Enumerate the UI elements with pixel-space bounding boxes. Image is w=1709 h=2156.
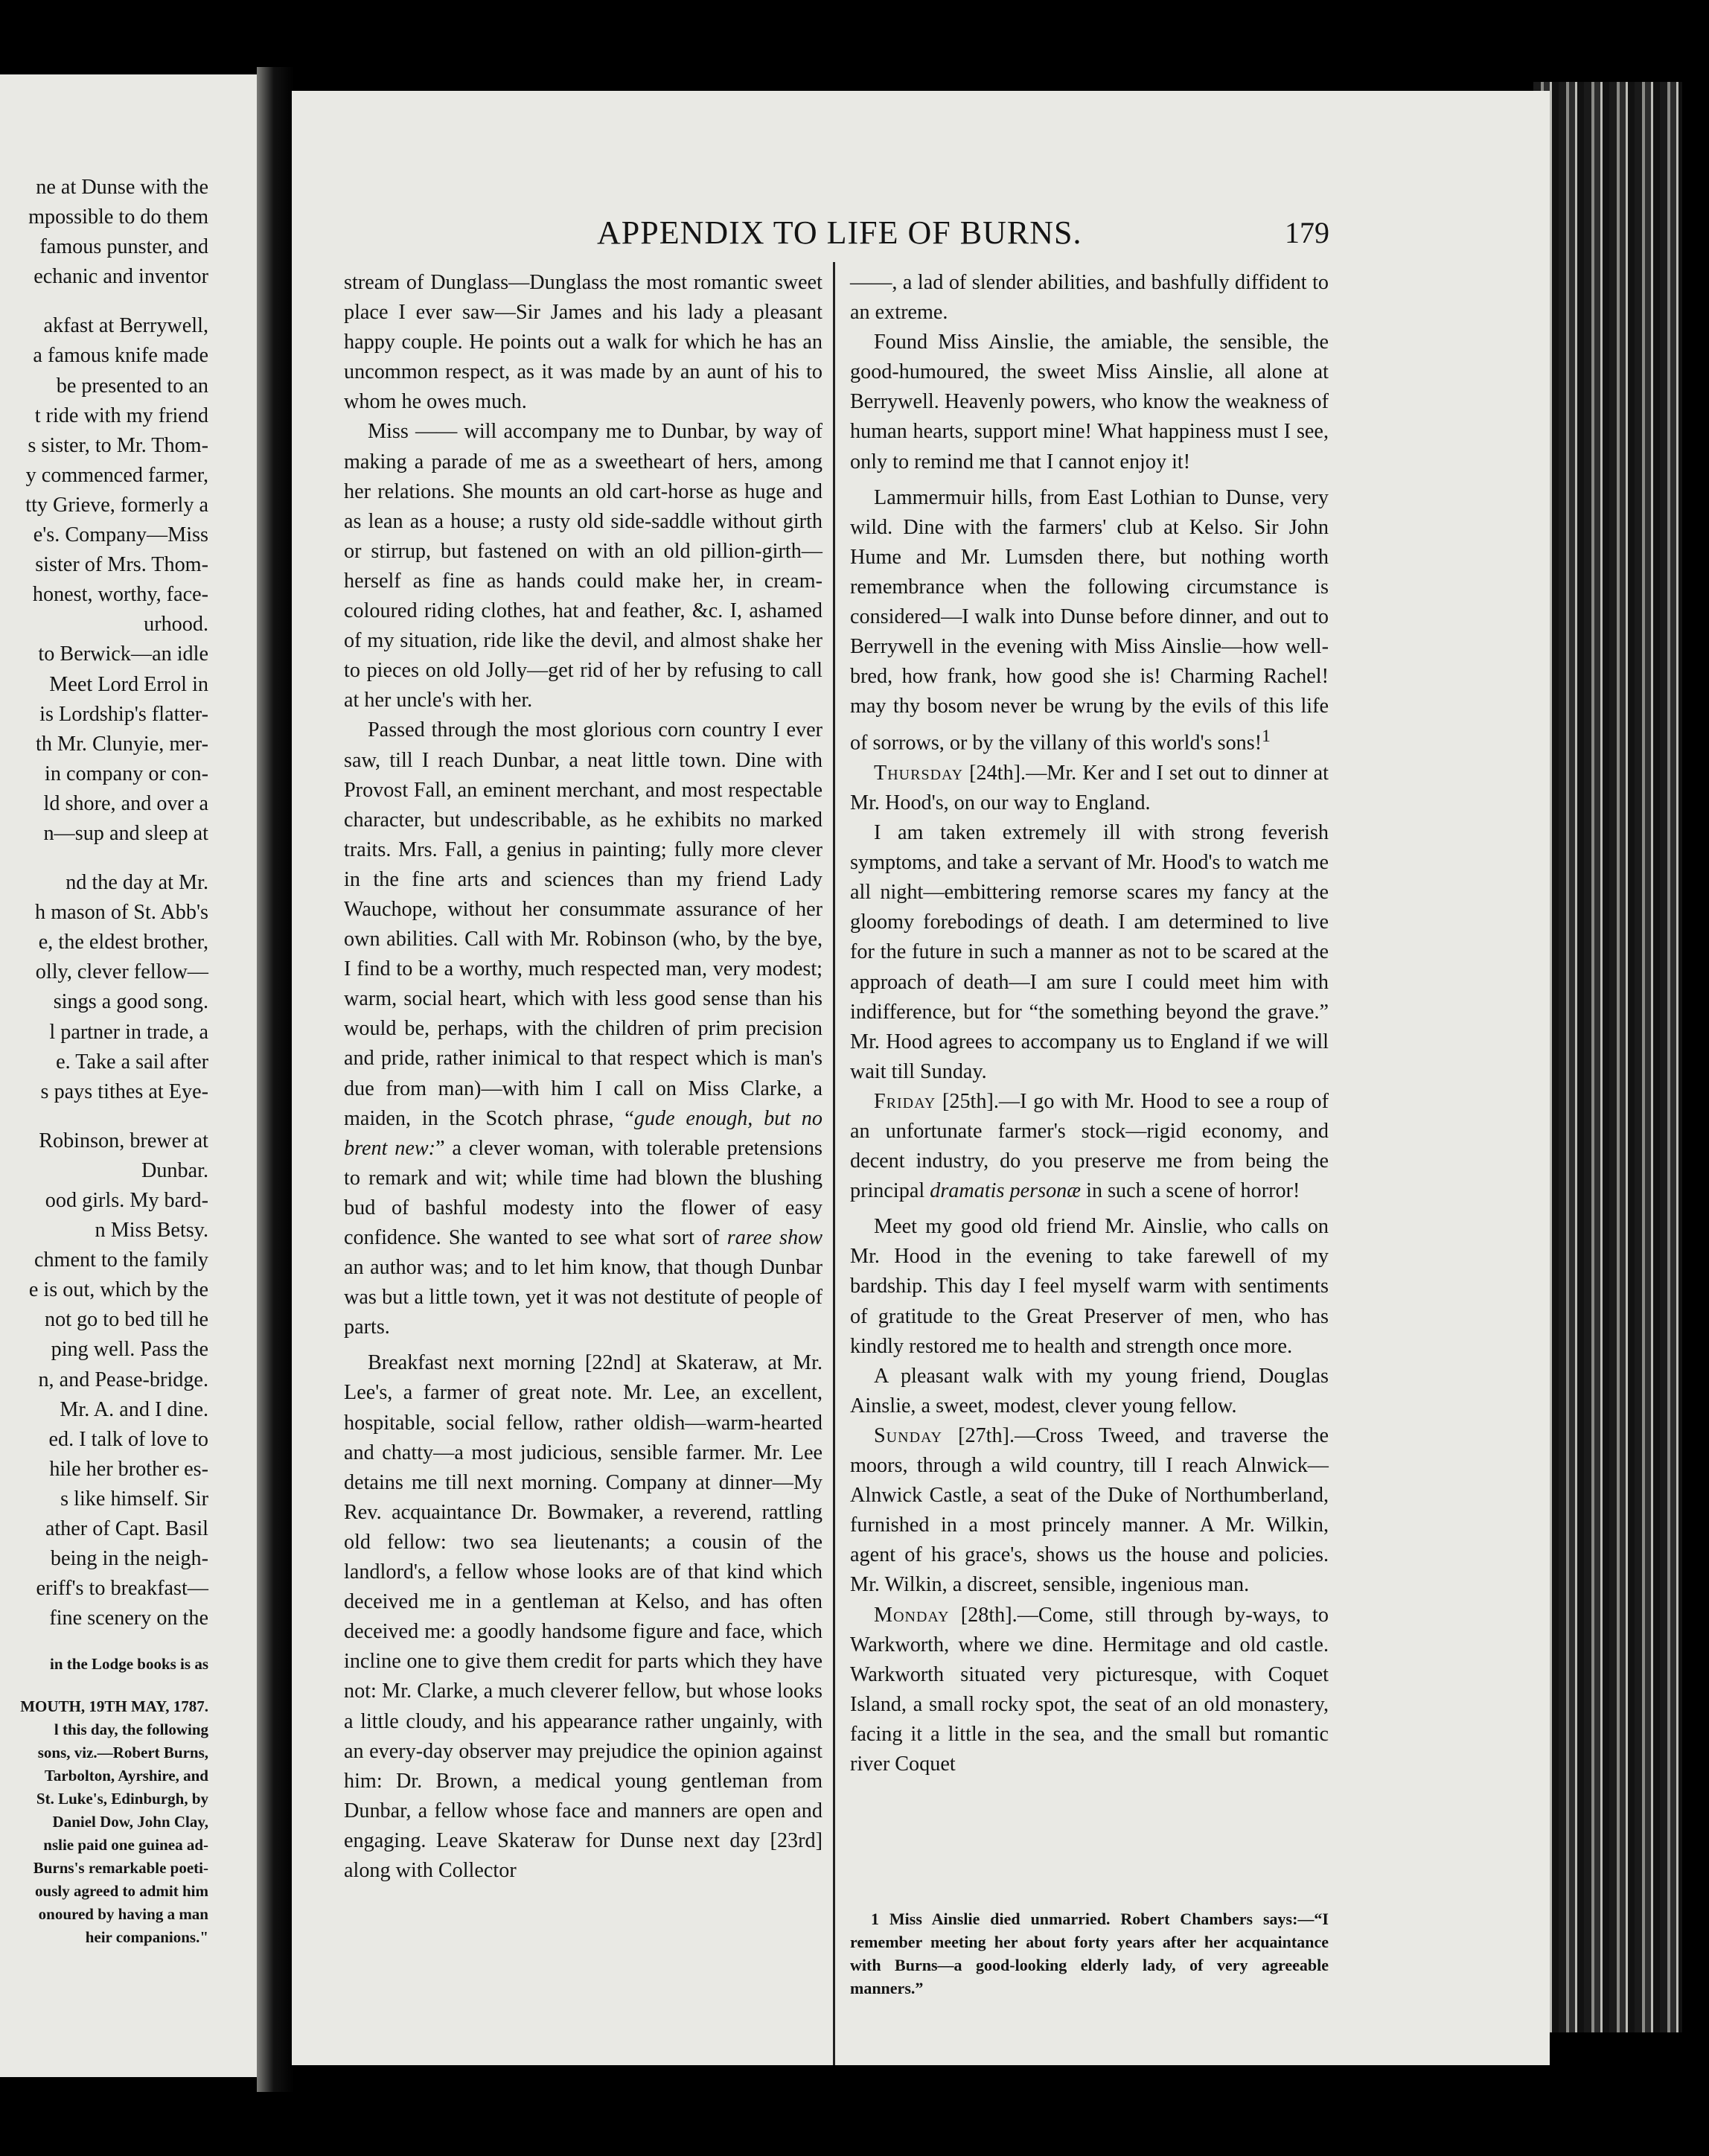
footnote-line: l this day, the following — [54, 1720, 208, 1739]
text-line: famous punster, and — [39, 235, 208, 259]
running-head — [292, 214, 1550, 258]
text-line: s pays tithes at Eye- — [40, 1079, 208, 1103]
text-line: hile her brother es- — [49, 1457, 208, 1481]
text-line: be presented to an — [56, 374, 208, 398]
left-page-text — [0, 173, 208, 1949]
text-line: mpossible to do them — [28, 205, 208, 229]
page-number: 179 — [1285, 216, 1329, 249]
line-gap — [0, 1633, 208, 1653]
text-line: sings a good song. — [53, 990, 208, 1014]
text-line: s like himself. Sir — [60, 1487, 208, 1511]
text-line: sister of Mrs. Thom- — [35, 553, 208, 577]
text-line: olly, clever fellow— — [35, 960, 208, 984]
footnote-line: heir companions." — [85, 1928, 208, 1947]
text-line: h mason of St. Abb's — [35, 901, 208, 925]
paragraph: Found Miss Ainslie, the amiable, the sensible, the good-humoured, the sweet Miss Ainslie, all alone at Berrywell. Heavenly powers, who know the weakness of human hearts, support mine! What happiness must I see, only to remind me that I cannot enjoy it! — [850, 331, 1329, 473]
page-edges — [1533, 82, 1682, 2032]
text-line: eriff's to breakfast— — [36, 1577, 208, 1601]
text-line: urhood. — [144, 613, 208, 637]
book-page — [292, 91, 1550, 2065]
paragraph: Breakfast next morning [22nd] at Skateraw, at Mr. Lee's, a farmer of great note. Mr. Lee, an excellent, hospitable, social fellow, rather oldish—warm-hearted and chatty—a most judicious, sensible farmer. Mr. Lee detains me till next morning. Company at dinner—My Rev. acquaintance Dr. Bowmaker, a reverend, rattling old fellow: two sea lieutenants; a cousin of the landlord's, a fellow whose looks are of that kind which deceived me in a gentleman at Kelso, and has often deceived me: a goodly handsome figure and face, which incline one to give them credit for parts which they have not: Mr. Clarke, a much cleverer fellow, but whose looks a little cloudy, and his appearance rather ungainly, with an every-day observer may prejudice the opinion against him: Dr. Brown, a medical young gentleman from Dunbar, a fellow whose face and manners are open and engaging. Leave Skateraw for Dunse next day [23rd] along with Collector — [344, 1351, 822, 1882]
text-line: ld shore, and over a — [43, 791, 208, 815]
text-line: chment to the family — [33, 1248, 208, 1272]
footnote-line: in the Lodge books is as — [50, 1655, 208, 1674]
footnote-line: ously agreed to admit him — [35, 1882, 208, 1901]
text-line: ping well. Pass the — [51, 1338, 208, 1362]
book-gutter — [257, 67, 294, 2092]
text-line: Meet Lord Errol in — [49, 672, 208, 696]
left-page-fragment — [0, 74, 261, 2077]
text-line: ood girls. My bard- — [45, 1189, 208, 1212]
text-line: Robinson, brewer at — [39, 1129, 208, 1152]
text-line: ather of Capt. Basil — [45, 1517, 208, 1541]
column-rule — [833, 262, 835, 2065]
text-line: Mr. A. and I dine. — [60, 1397, 208, 1421]
footnote-line: St. Luke's, Edinburgh, by — [36, 1790, 208, 1808]
line-gap — [0, 1676, 208, 1695]
footnote-line: onoured by having a man — [38, 1905, 208, 1924]
text-line: n, and Pease-bridge. — [38, 1368, 208, 1391]
text-line: n Miss Betsy. — [95, 1219, 208, 1243]
paragraph: Thursday [24th].—Mr. Ker and I set out to dinner at Mr. Hood's, on our way to England. — [850, 761, 1329, 814]
footnote-line: Burns's remarkable poeti- — [33, 1859, 208, 1878]
text-line: in company or con- — [45, 762, 208, 785]
text-line: e. Take a sail after — [56, 1050, 208, 1074]
footnote-marker: 1 — [1262, 727, 1271, 747]
paragraph: Sunday [27th].—Cross Tweed, and traverse the moors, through a wild country, till I reach Alnwick—Alnwick Castle, a seat of the Duke of Northumberland, furnished in a most princely manner. A Mr. Wilkin, agent of his grace's, shows us the house and policies. Mr. Wilkin, a discreet, sensible, ingenious man. — [850, 1423, 1329, 1597]
text-line: nd the day at Mr. — [66, 871, 208, 895]
text-line: th Mr. Clunyie, mer- — [36, 732, 208, 756]
text-line: s sister, to Mr. Thom- — [28, 433, 208, 457]
line-gap — [0, 849, 208, 868]
paragraph: stream of Dunglass—Dunglass the most romantic sweet place I ever saw—Sir James and his lady a pleasant happy couple. He points out a walk for which he has an uncommon respect, as it was made by an aunt of his to whom he owes much. — [344, 271, 822, 414]
text-line: akfast at Berrywell, — [43, 314, 208, 338]
footnote-line: sons, viz.—Robert Burns, — [37, 1744, 208, 1762]
text-line: e, the eldest brother, — [38, 931, 208, 954]
footnote-line: nslie paid one guinea ad- — [43, 1836, 208, 1854]
paragraph: Passed through the most glorious corn country I ever saw, till I reach Dunbar, a neat little town. Dine with Provost Fall, an eminent merchant, and most respectable character, but undescribable, as he exhibits no marked traits. Mrs. Fall, a genius in painting; fully more clever in the fine arts and sciences than my friend Lady Wauchope, without her consummate assurance of her own abilities. Call with Mr. Robinson (who, by the bye, I find to be a worthy, much respected man, very modest; warm, social heart, which with less good sense than his would be, perhaps, with the children of prim precision and pride, rather inimical to that respect which is man's due from man)—with him I call on Miss Clarke, a maiden, in the Scotch phrase, “gude enough, but no brent new:” a clever woman, with tolerable pretensions to remark and wit; while time had blown the blushing bud of bashful modesty into the flower of easy confidence. She wanted to see what sort of raree show an author was; and to let him know, that though Dunbar was but a little town, yet it was not destitute of people of parts. — [344, 718, 822, 1339]
text-line: to Berwick—an idle — [38, 642, 208, 666]
text-line: not go to bed till he — [45, 1308, 208, 1332]
text-line: is Lordship's flatter- — [39, 702, 208, 726]
paragraph: I am taken extremely ill with strong feverish symptoms, and take a servant of Mr. Hood's to watch me all night—embittering remorse scares my fancy at the gloomy forebodings of death. I am determined to live for the future in such a manner as not to be scared at the approach of death—I am sure I could meet him with indifference, but for “the something beyond the grave.” Mr. Hood agrees to accompany us to England if we will wait till Sunday. — [850, 821, 1329, 1083]
text-line: ed. I talk of love to — [48, 1427, 208, 1451]
text-line: fine scenery on the — [49, 1607, 208, 1630]
paragraph: ——, a lad of slender abilities, and bashfully diffident to an extreme. — [850, 271, 1329, 325]
paragraph: Meet my good old friend Mr. Ainslie, who calls on Mr. Hood in the evening to take farewell of my bardship. This day I feel myself warm with sentiments of gratitude to the Great Preserver of men, who has kindly restored me to health and strength once more. — [850, 1215, 1329, 1358]
paragraph: Monday [28th].—Come, still through by-ways, to Warkworth, where we dine. Hermitage and old castle. Warkworth situated very picturesque, with Coquet Island, a small rocky spot, the seat of an old monastery, facing it a little in the sea, and the small but romantic river Coquet — [850, 1603, 1329, 1776]
running-head-title: APPENDIX TO LIFE OF BURNS. — [597, 214, 1082, 251]
text-line: echanic and inventor — [33, 265, 208, 289]
text-line: e's. Company—Miss — [33, 523, 208, 547]
paragraph: Friday [25th].—I go with Mr. Hood to see a roup of an unfortunate farmer's stock—rigid economy, and decent industry, do you preserve me from being the principal dramatis personæ in such a scene of horror! — [850, 1089, 1329, 1203]
paragraph: A pleasant walk with my young friend, Douglas Ainslie, a sweet, modest, clever young fellow. — [850, 1364, 1329, 1417]
text-line: Dunbar. — [141, 1158, 208, 1182]
footnote-line: Tarbolton, Ayrshire, and — [44, 1767, 208, 1785]
footnote-line: MOUTH, 19TH MAY, 1787. — [20, 1697, 208, 1716]
footnote-line: Daniel Dow, John Clay, — [52, 1813, 208, 1831]
text-line: n—sup and sleep at — [43, 821, 208, 845]
paragraph: Miss —— will accompany me to Dunbar, by way of making a parade of me as a sweetheart of hers, among her relations. She mounts an old cart-horse as huge and as lean as a house; a rusty old side-saddle without girth or stirrup, but fastened on with an old pillion-girth—herself as fine as hands could make her, in cream-coloured riding clothes, hat and feather, &c. I, ashamed of my situation, ride like the devil, and almost shake her to pieces on old Jolly—get rid of her by refusing to call at her uncle's with her. — [344, 420, 822, 712]
text-line: being in the neigh- — [50, 1547, 208, 1571]
text-line: ne at Dunse with the — [36, 176, 208, 199]
text-line: y commenced farmer, — [25, 463, 208, 487]
text-column-right — [850, 268, 1329, 1779]
text-line: tty Grieve, formerly a — [25, 493, 208, 517]
text-line: honest, worthy, face- — [32, 583, 208, 607]
line-gap — [0, 292, 208, 311]
paragraph: Lammermuir hills, from East Lothian to Dunse, very wild. Dine with the farmers' club at Kelso. Sir John Hume and Mr. Lumsden there, but nothing worth remembrance when the following circumstance is considered—I walk into Dunse before dinner, and out to Berrywell in the evening with Miss Ainslie—how well-bred, how frank, how good she is! Charming Rachel! may thy bosom never be wrung by the evils of this life of sorrows, or by the villany of this world's sons!$^1$ — [850, 485, 1329, 755]
text-line: l partner in trade, a — [49, 1020, 208, 1044]
text-column-left — [344, 268, 822, 1886]
line-gap — [0, 1107, 208, 1126]
footnote: 1 Miss Ainslie died unmarried. Robert Chambers says:—“I remember meeting her about forty years after her acquaintance with Burns—a good-looking elderly lady, of very agreeable manners.” — [850, 1910, 1329, 1997]
text-line: a famous knife made — [33, 344, 208, 368]
text-line: e is out, which by the — [28, 1278, 208, 1302]
text-line: t ride with my friend — [34, 404, 208, 427]
